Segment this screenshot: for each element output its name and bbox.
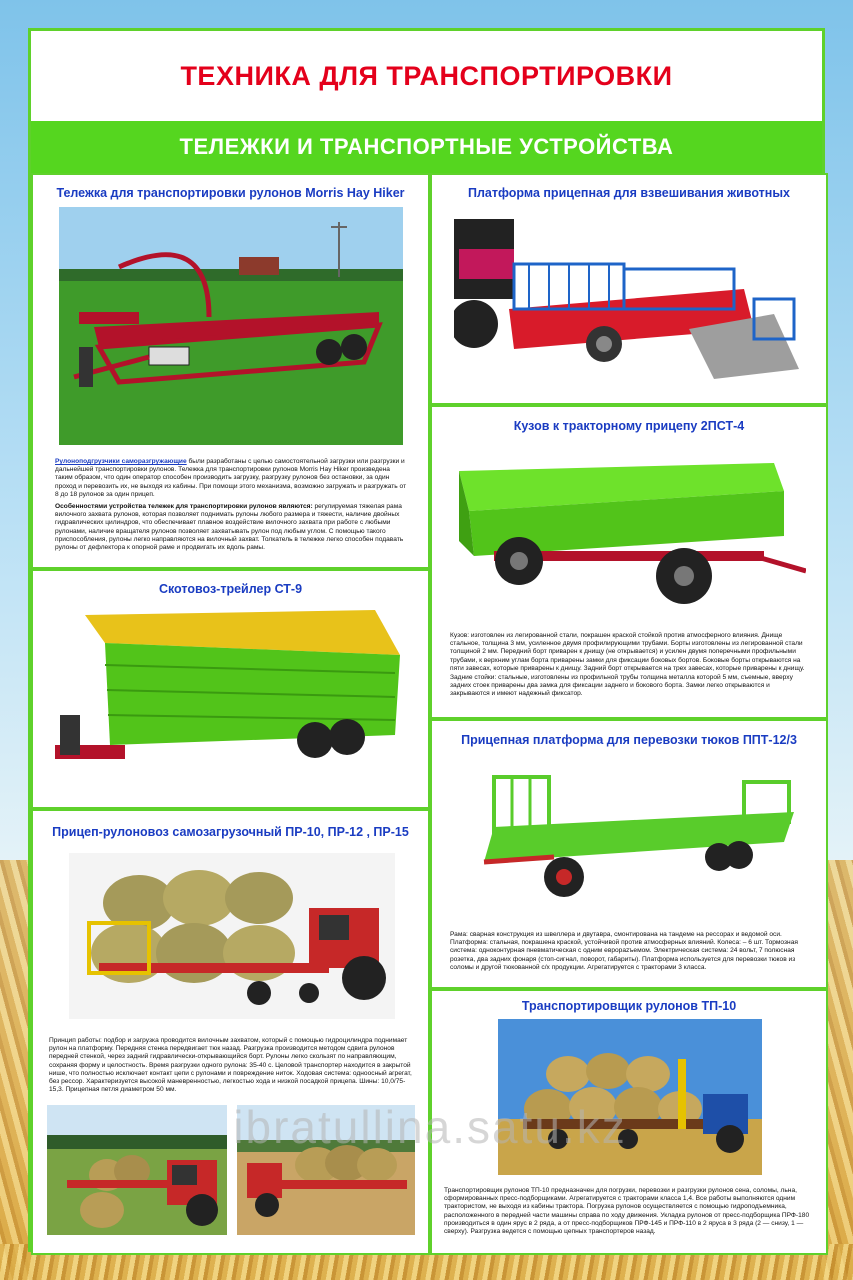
- desc-ppt-12-3: [450, 931, 810, 976]
- pr-rulonovoz-text: Принцип работы: подбор и загрузка проводится вилочным захватом, который с помощью гидроцилиндра поднимает рулон на платформу. Передняя стенка передвигает тюк назад. Разгрузка производится методом сдвига рулонов передней стенкой, через задний гидравлически-открывающийся борт. Рулоны легко скользят по направляющим, сохраняя форму и целостность. Время разгрузки одного рулона: 35-40 с. Целовой транспортер находится в закрытой нише, что полностью исключает контакт цепи с рулонами и повреждение ниток. Ходовая система: одноосный агрегат, без рессор. Характеризуется высокой маневренностью, легкостью хода и низкой посадкой прицепа. Шины: 10,0/75-15,3. Прицепная петля диаметром 50 мм.: [49, 1037, 412, 1094]
- body-2pst4-text-1: Кузов: изготовлен из легированной стали, покрашен краской стойкой против атмосферного влияния. Днище стальное, толщина 3 мм, усиленное двумя профилирующими трубами. Борты изготовлены из легированной стали толщиной 2 мм. Передний борт приварен к днищу (не открывается) и усилен двумя поперечными профильными трубами, к верхним углам борта приварены замки для фиксации боковых бортов. Боковые борты открываются на пяти завесах, которые приварены к днищу. Задний борт открывается на трех завесах, которые приварены к днищу.: [450, 632, 805, 672]
- ppt-12-3-text: Рама: сварная конструкция из швеллера и двутавра, смонтирована на тандеме на рессорах и ведомой оси. Платформа: стальная, покрашена краской, устойчивой против атмосферных влияний. Колеса: – 6 шт. Тормозная система: одноконтурная пневматическая с одним еврорazъемом. Электрическая система: 24 вольт, 7 полюсная розетка, два задних фонаря (стоп-сигнал, поворот, габариты). Платформа используется для перевозки тюков из соломы и другой тюкованной с/х продукции. Агрегатируется с тракторами 3 класса.: [450, 931, 798, 971]
- panel-title-hay-hiker: Тележка для транспортировки рулонов Morris Hay Hiker: [56, 186, 405, 200]
- photo-hay-hiker: [59, 207, 403, 445]
- poster-subtitle: ТЕЛЕЖКИ И ТРАНСПОРТНЫЕ УСТРОЙСТВА: [31, 121, 822, 173]
- panel-title-pr-rulonovoz: Прицеп-рулоновоз самозагрузочный ПР-10, ПР-12 , ПР-15: [52, 825, 409, 839]
- photo-body-2pst4: [454, 441, 806, 615]
- site-watermark: ibratullina.satu.kz: [233, 1101, 627, 1153]
- panel-pr-rulonovoz: [31, 809, 430, 1255]
- hay-hiker-text-1: были разработаны с целью самостоятельной загрузки или разгрузки и дальнейшей транспортировки рулонов. Тележка для транспортировки рулонов Morris Hay Hiker произведена таким образом, что один оператор способен производить загрузку, разгрузку рулонов без остановки, за один проход и перевозить их, не выходя из кабины. При помощи этого механизма, возможно загружать и разгружать от 8 до 18 рулонов за один прицеп.: [55, 458, 407, 498]
- panel-hay-hiker: [31, 173, 430, 569]
- panel-title-tp-10: Транспортировщик рулонов ТП-10: [521, 999, 737, 1013]
- desc-hay-hiker: [55, 458, 407, 556]
- tp-10-text: Транспортировщик рулонов ТП-10 предназначен для погрузки, перевозки и разгрузки рулонов сена, соломы, льна, сформированных пресс-подборщиками. Агрегатируется с тракторами класса 1,4. Все работы выполняются одним трактористом, не выходя из кабины трактора. Погрузка рулонов осуществляется с помощью гидроподъемника, расположенного в передней части машины справа по ходу движения. Укладка рулонов от пресс-подборщика ПРФ-180 производиться в один ярус в 2 ряда, а от пресс-подборщиков ПРФ-145 и ПРФ-110 в 2 яруса в 3 ряда (2 — снизу, 1 — сверху). Разгрузка ведется с помощью цепных транспортеров назад.: [444, 1187, 810, 1236]
- photo-ppt-12-3: [454, 757, 806, 919]
- body-2pst4-text-2: Задние стойки: стальные, изготовлены из профильной трубы толщина металла которой 5 мм, съемные, вверху задних стоек приварены два замка для фиксации заднего и бокового борта. Замки легко открываются и закрываются и имеют надежный фиксатор.: [450, 674, 793, 698]
- photo-pr-rulonovoz: [69, 853, 395, 1019]
- hay-hiker-lead-2: Особенностями устройства тележек для транспортировки рулонов являются:: [55, 503, 313, 511]
- hay-hiker-lead-1: Рулоноподгрузчики саморазгружающие: [55, 458, 187, 465]
- photo-cattle-trailer: [55, 605, 409, 795]
- panel-title-cattle-trailer: Скотовоз-трейлер СТ-9: [158, 582, 303, 596]
- desc-tp-10: [444, 1187, 816, 1240]
- panel-title-weighing: Платформа прицепная для взвешивания животных: [468, 186, 790, 200]
- desc-pr-rulonovoz: [49, 1037, 415, 1098]
- panel-weighing-platform: [430, 173, 828, 405]
- panel-ppt-12-3: [430, 719, 828, 989]
- panel-title-ppt-12-3: Прицепная платформа для перевозки тюков ППТ-12/3: [461, 733, 797, 747]
- panel-cattle-trailer: [31, 569, 430, 809]
- panel-title-body-2pst4: Кузов к тракторному прицепу 2ПСТ-4: [513, 419, 745, 433]
- hay-hiker-text-2: регулируемая тяжелая рама вилочного захвата рулонов, которая позволяет поднимать рулоны любого размера и тяжести, наличие двойных гидравлических цилиндров, что обеспечивает плавное воздействие вилочного захвата при работе с любыми рулонами, наличие вращателя рулонов позволяет захватывать рулон под любым углом. С помощью такого приспособления, рулоны легко направляются на вилочный захват. Толкатель в тележке легко способен подавать рулоны от дефлектора к опорной раме и продвигать их вдоль рамы.: [55, 503, 404, 552]
- desc-body-2pst4: [450, 632, 810, 703]
- poster-title: ТЕХНИКА ДЛЯ ТРАНСПОРТИРОВКИ: [180, 60, 673, 91]
- panel-body-2pst4: [430, 405, 828, 719]
- photo-weighing-platform: [454, 209, 806, 385]
- poster-board: [28, 28, 825, 1252]
